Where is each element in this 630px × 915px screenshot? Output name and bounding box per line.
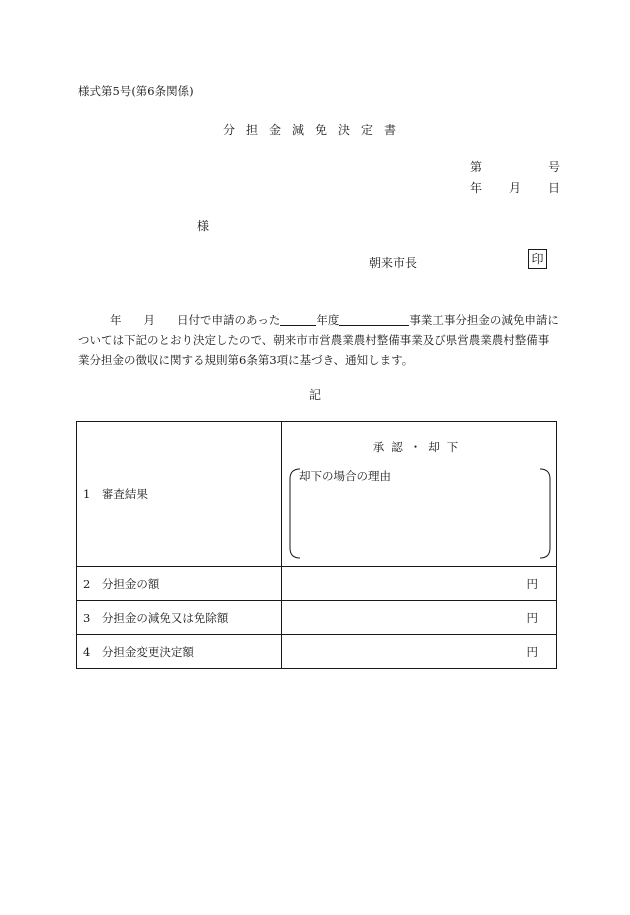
project-name-blank: [339, 312, 409, 326]
yen-unit: 円: [282, 601, 557, 635]
form-number: 様式第5号(第6条関係): [78, 84, 194, 98]
review-result-cell: [282, 422, 557, 567]
body-paragraph: [78, 310, 560, 370]
document-date-row: [470, 179, 560, 196]
row-label: 4 分担金変更決定額: [77, 635, 282, 669]
number-label: 第: [470, 160, 483, 174]
row-label: 3 分担金の減免又は免除額: [77, 601, 282, 635]
decision-table: [76, 421, 557, 669]
document-title: 分担金減免決定書: [222, 123, 407, 137]
body-year: 年: [110, 313, 122, 327]
seal-char: 印: [531, 252, 544, 266]
year-label: 年: [470, 181, 483, 195]
table-row: [77, 422, 557, 567]
month-label: 月: [508, 181, 521, 195]
fiscal-year-blank: [280, 312, 316, 326]
ki-heading: 記: [308, 388, 321, 402]
yen-unit: 円: [282, 635, 557, 669]
body-date-applied: 日付で申請のあった: [177, 313, 281, 327]
issuer-title: 朝来市長: [369, 256, 418, 270]
table-row: [77, 601, 557, 635]
number-suffix: 号: [547, 160, 560, 174]
table-row: [77, 567, 557, 601]
addressee-honorific: 様: [197, 219, 210, 233]
seal-mark: [528, 249, 547, 269]
yen-unit: 円: [282, 567, 557, 601]
body-month: 月: [143, 313, 155, 327]
body-fiscal-year: 年度: [316, 313, 340, 327]
body-text-rest: 事業工事分担金の減免申請については下記のとおり決定したので、朝来市市営農業農村整備事業及び県営農業農村整備事業分担金の徴収に関する規則第6条第3項に基づき、通知します。: [78, 313, 559, 367]
row-label: 2 分担金の額: [77, 567, 282, 601]
row-label: 1 審査結果: [77, 422, 282, 567]
document-number-row: [470, 158, 560, 175]
day-label: 日: [547, 181, 560, 195]
reason-label: 却下の場合の理由: [299, 469, 391, 483]
approve-reject-label: 承認・却下: [372, 440, 466, 454]
table-row: [77, 635, 557, 669]
